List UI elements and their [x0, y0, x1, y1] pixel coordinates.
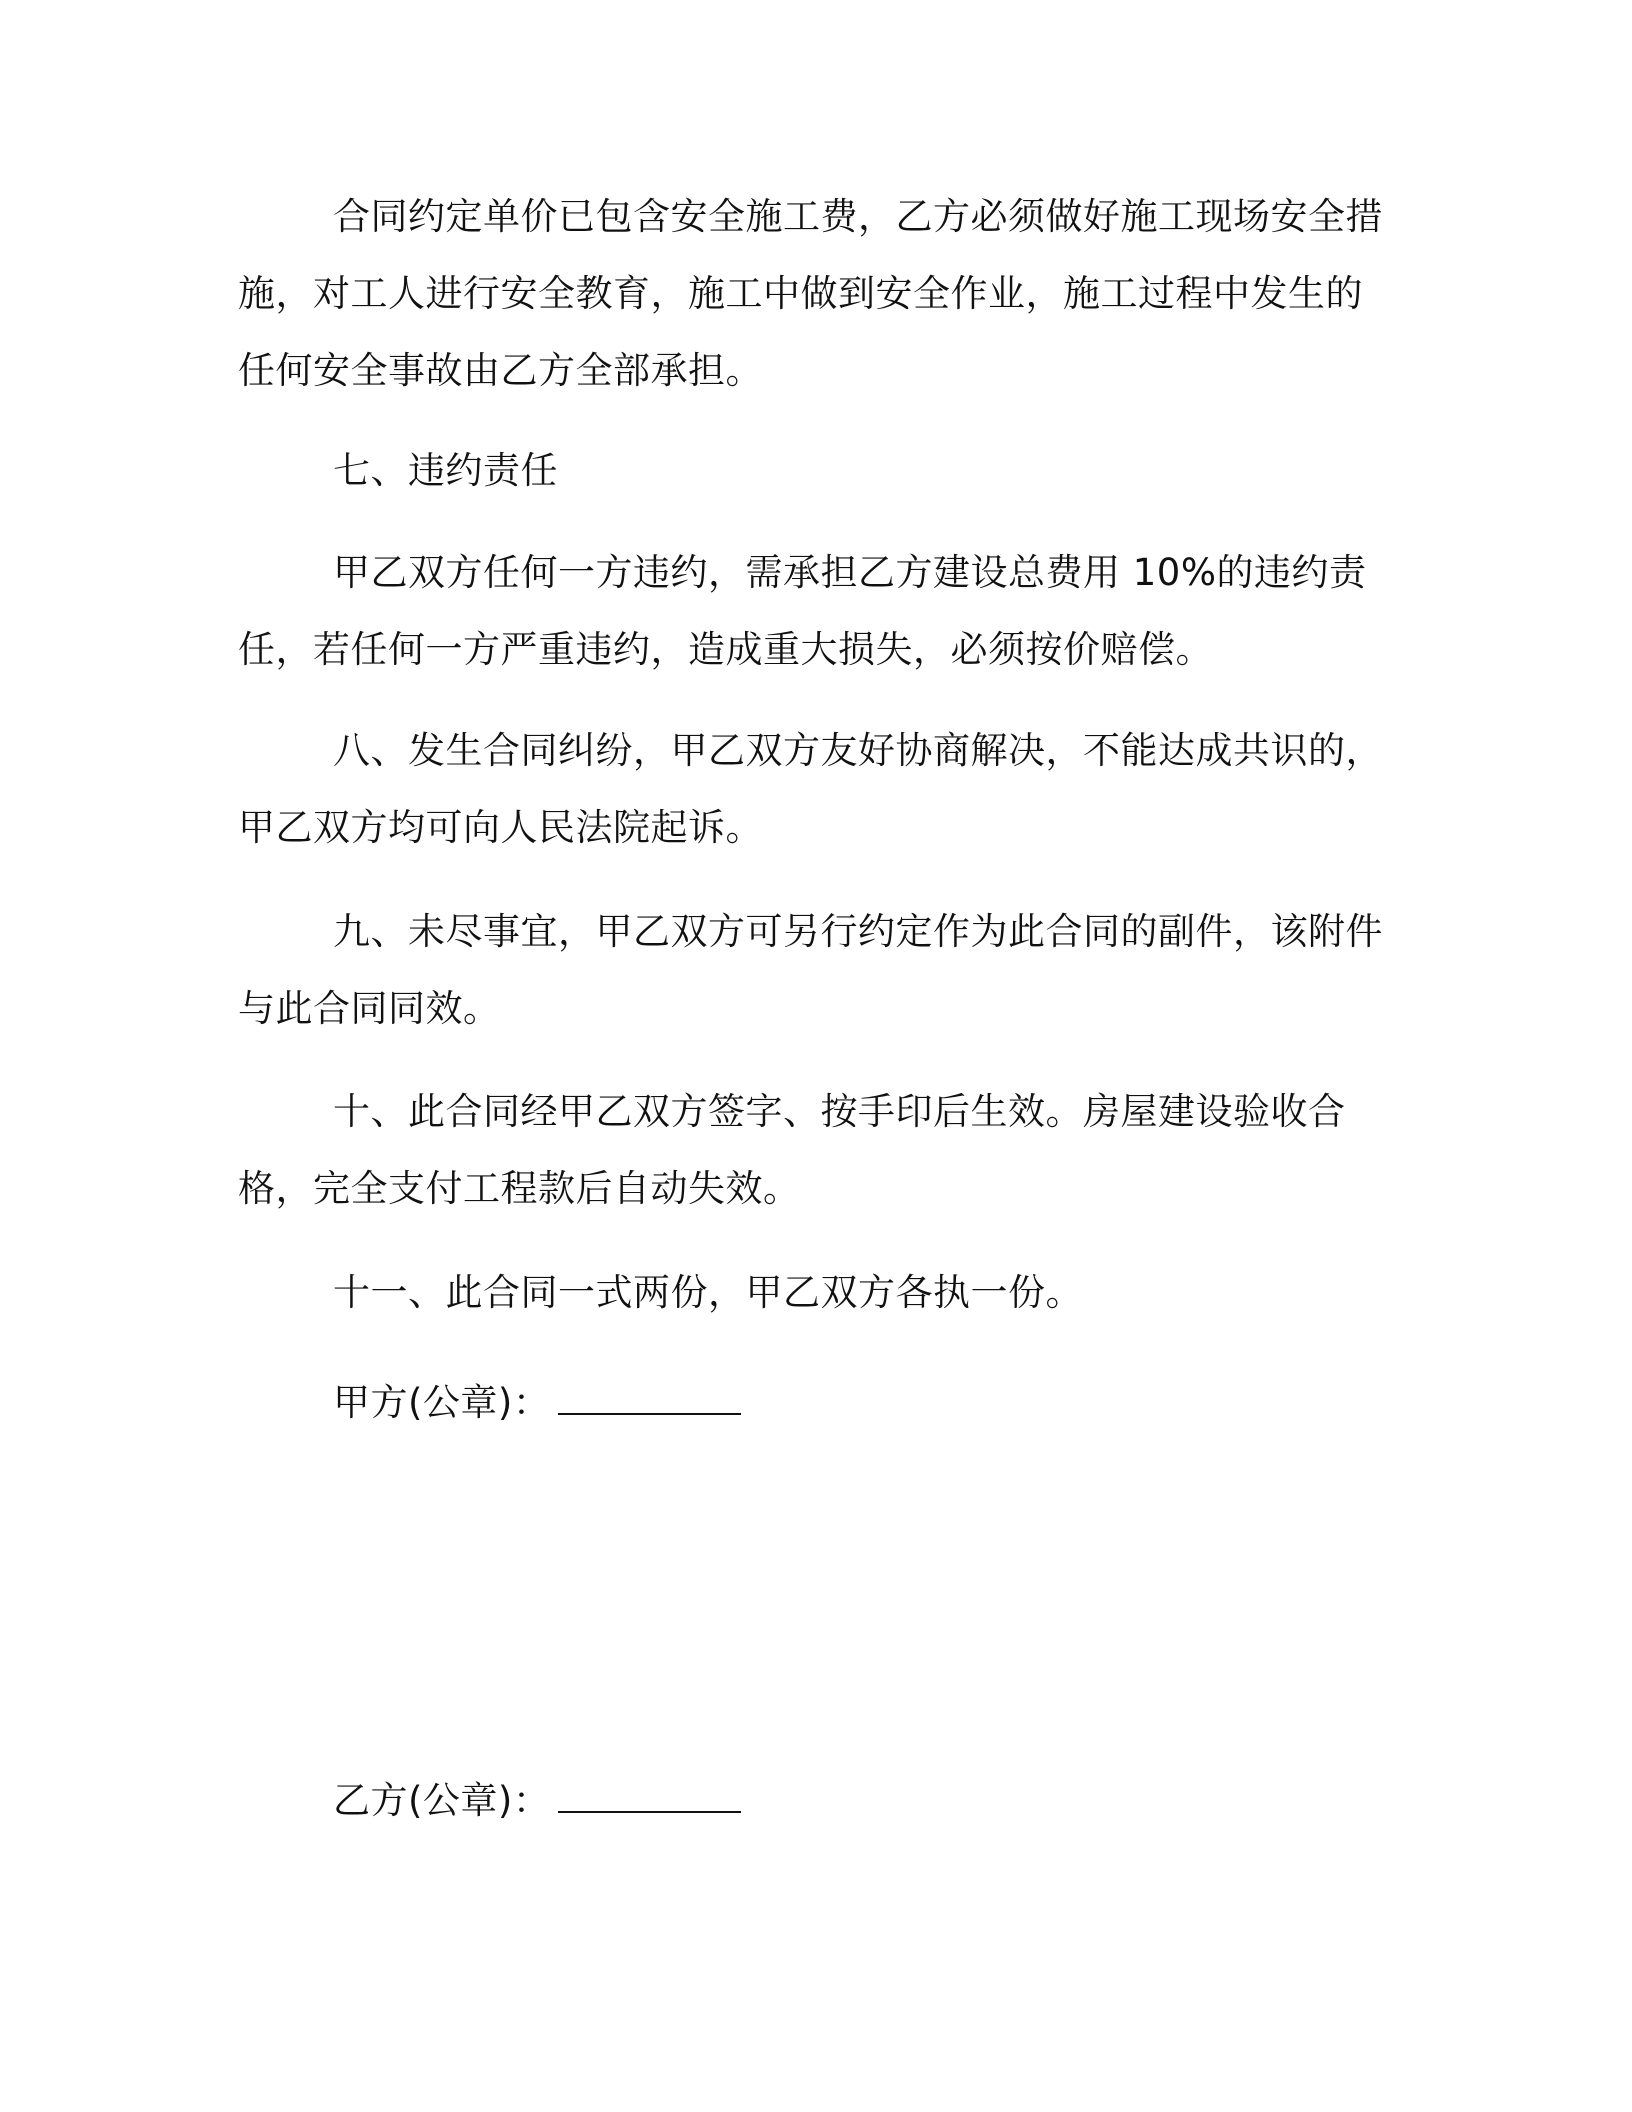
party-a-signature-line	[558, 1383, 741, 1415]
paragraph-safety-clause: 合同约定单价已包含安全施工费，乙方必须做好施工现场安全措施，对工人进行安全教育，施工中做到安全作业，施工过程中发生的任何安全事故由乙方全部承担。	[238, 195, 1383, 392]
paragraph-breach-liability: 甲乙双方任何一方违约，需承担乙方建设总费用 10%的违约责任，若任何一方严重违约，造成重大损失，必须按价赔偿。	[238, 551, 1367, 671]
paragraph-unsettled-matters: 九、未尽事宜，甲乙双方可另行约定作为此合同的副件，该附件与此合同同效。	[238, 910, 1383, 1030]
signature-party-b	[333, 1762, 741, 1839]
section-heading-breach: 七、违约责任	[333, 449, 558, 492]
party-b-signature-line	[558, 1781, 741, 1813]
paragraph-effectiveness: 十、此合同经甲乙双方签字、按手印后生效。房屋建设验收合格，完全支付工程款后自动失效。	[238, 1090, 1346, 1210]
paragraph-copies: 十一、此合同一式两份，甲乙双方各执一份。	[333, 1271, 1083, 1314]
paragraph-dispute-resolution: 八、发生合同纠纷，甲乙双方友好协商解决，不能达成共识的，甲乙双方均可向人民法院起诉。	[238, 729, 1383, 849]
party-b-label: 乙方(公章)：	[333, 1779, 551, 1822]
party-a-label: 甲方(公章)：	[333, 1381, 551, 1424]
signature-party-a	[333, 1364, 741, 1441]
